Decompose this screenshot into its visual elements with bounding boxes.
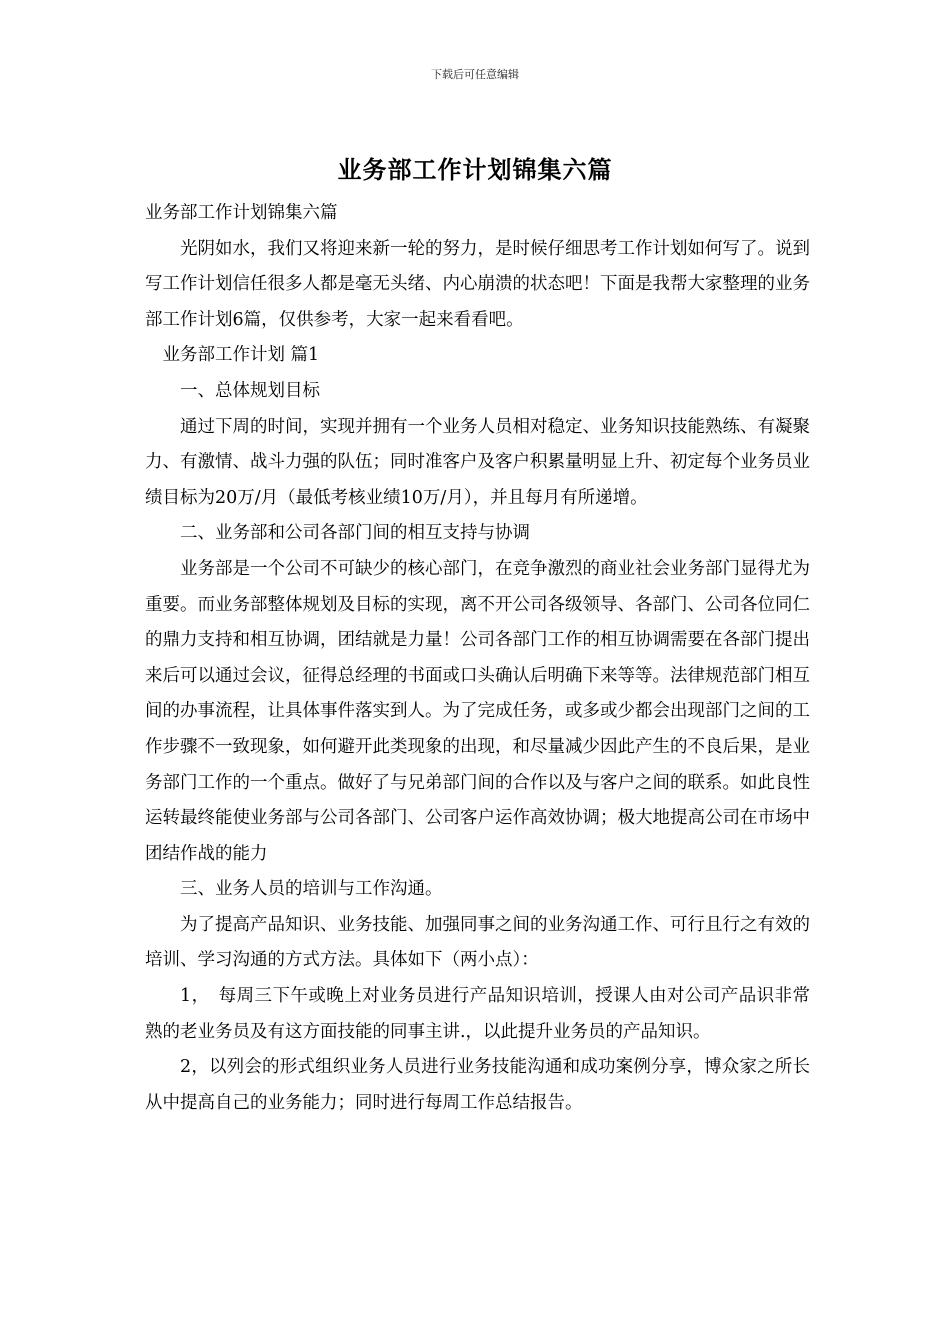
list-item-2: 2，以列会的形式组织业务人员进行业务技能沟通和成功案例分享，博众家之所长从中提高自己的业务能力；同时进行每周工作总结报告。 — [145, 1057, 810, 1113]
intro-paragraph: 光阴如水，我们又将迎来新一轮的努力，是时候仔细思考工作计划如何写了。说到写工作计划信任很多人都是毫无头绪、内心崩溃的状态吧！下面是我帮大家整理的业务部工作计划6篇，仅供参考，大家一起来看看吧。 — [145, 238, 810, 330]
paragraph-training: 为了提高产品知识、业务技能、加强同事之间的业务沟通工作、可行且行之有效的培训、学习沟通的方式方法。具体如下（两小点）： — [145, 914, 810, 971]
paragraph-overall-goal: 通过下周的时间，实现并拥有一个业务人员相对稳定、业务知识技能熟练、有凝聚力、有激情、战斗力强的队伍；同时准客户及客户积累量明显上升、初定每个业务员业绩目标为20万/月（最低考核业绩10万/月），并且每月有所递增。 — [145, 416, 810, 508]
subtitle-line: 业务部工作计划锦集六篇 — [145, 203, 338, 223]
heading-overall-goal: 一、总体规划目标 — [180, 380, 320, 401]
document-title: 业务部工作计划锦集六篇 — [337, 156, 613, 184]
heading-training: 三、业务人员的培训与工作沟通。 — [180, 879, 443, 900]
heading-coordination: 二、业务部和公司各部门间的相互支持与协调 — [180, 523, 530, 544]
list-item-1: 1， 每周三下午或晚上对业务员进行产品知识培训，授课人由对公司产品识非常熟的老业务员及有这方面技能的同事主讲.，以此提升业务员的产品知识。 — [145, 986, 810, 1042]
paragraph-coordination: 业务部是一个公司不可缺少的核心部门，在竞争激烈的商业社会业务部门显得尤为重要。而业务部整体规划及目标的实现，离不开公司各级领导、各部门、公司各位同仁的鼎力支持和相互协调，团结就是力量！公司各部门工作的相互协调需要在各部门提出来后可以通过会议，征得总经理的书面或口头确认后明确下来等等。法律规范部门相互间的办事流程，让具体事件落实到人。为了完成任务，或多或少都会出现部门之间的工作步骤不一致现象，如何避开此类现象的出现，和尽量减少因此产生的不良后果，是业务部门工作的一个重点。做好了与兄弟部门间的合作以及与客户之间的联系。如此良性运转最终能使业务部与公司各部门、公司客户运作高效协调；极大地提高公司在市场中团结作战的能力 — [145, 558, 810, 864]
section-heading-plan-1: 业务部工作计划 篇1 — [162, 345, 320, 366]
header-note: 下载后可任意编辑 — [431, 68, 519, 81]
document-body — [145, 196, 810, 1121]
